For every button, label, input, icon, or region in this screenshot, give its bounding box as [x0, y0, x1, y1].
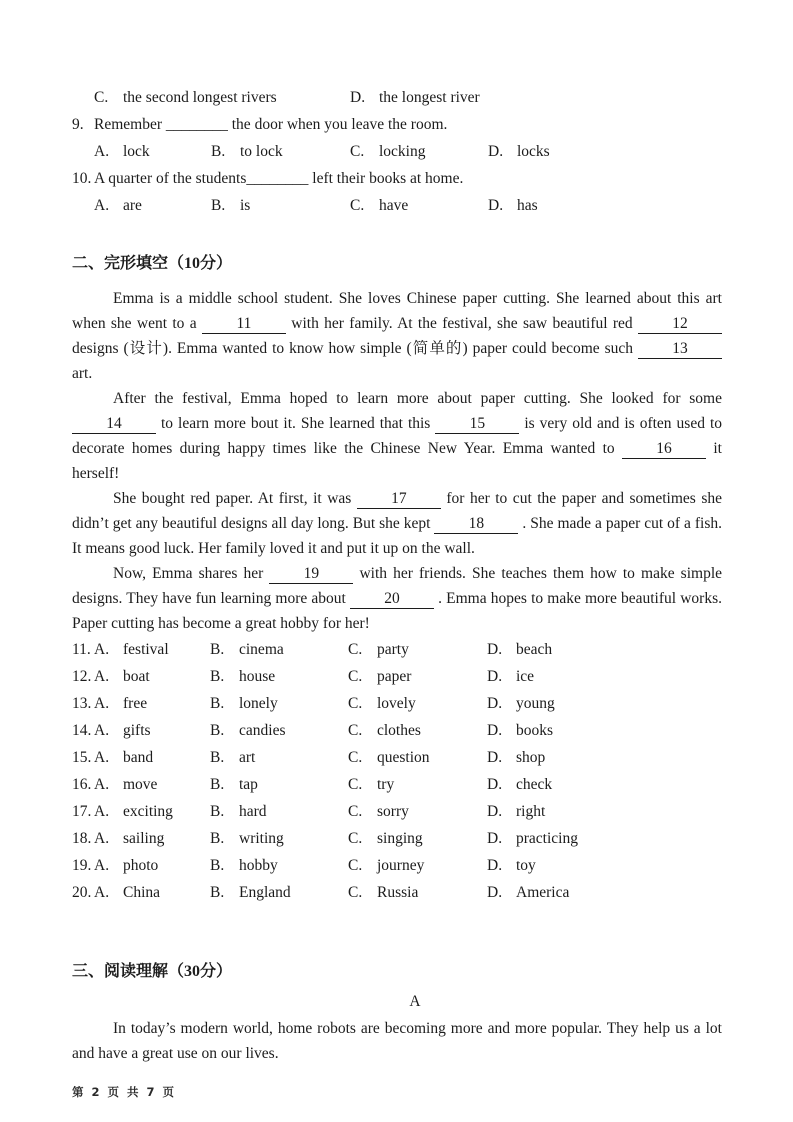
- option-letter: B.: [210, 695, 225, 712]
- option-a: [72, 663, 210, 690]
- option-text: toy: [516, 857, 536, 874]
- option-letter: B.: [210, 641, 225, 658]
- reading-section-heading: 三、阅读理解（30分）: [72, 963, 233, 980]
- option-c: [350, 138, 488, 165]
- option-b: [210, 636, 348, 663]
- option-text: lock: [123, 143, 150, 160]
- option-letter: D.: [488, 197, 504, 214]
- option-letter: B.: [210, 749, 225, 766]
- question-stem-row: [72, 165, 722, 192]
- option-text: party: [377, 641, 409, 658]
- option-b: [211, 138, 350, 165]
- option-letter: B.: [210, 857, 225, 874]
- option-letter: D.: [487, 668, 503, 685]
- option-text: beach: [516, 641, 553, 658]
- cloze-option-row: [72, 798, 722, 825]
- option-letter: C.: [350, 197, 365, 214]
- cloze-blank-15: 15: [435, 415, 519, 434]
- option-text: the longest river: [379, 89, 480, 106]
- option-text: cinema: [239, 641, 284, 658]
- option-a: [72, 825, 210, 852]
- cloze-paragraph: She bought red paper. At first, it was 17 for her to cut the paper and sometimes she didn’t get any beautiful designs all day long. But she kept 18 . She made a paper cut of a fish. It means good luck. Her family loved it and put it up on the wall.: [72, 490, 723, 557]
- option-letter: D.: [487, 803, 503, 820]
- cloze-option-row: [72, 636, 722, 663]
- option-letter: D.: [487, 857, 503, 874]
- option-text: have: [379, 197, 409, 214]
- passage-label: A: [409, 993, 421, 1010]
- option-text: lovely: [377, 695, 416, 712]
- question-number: 18.: [72, 830, 92, 847]
- option-text: England: [239, 884, 291, 901]
- option-text: house: [239, 668, 276, 685]
- option-d: [487, 798, 722, 825]
- option-c: [348, 771, 487, 798]
- question-block: [72, 111, 722, 165]
- option-letter: D.: [487, 695, 503, 712]
- option-a: [72, 744, 210, 771]
- option-a: [94, 192, 211, 219]
- option-letter: A.: [94, 668, 110, 685]
- option-letter: C.: [348, 695, 363, 712]
- question-options-row: [72, 192, 722, 219]
- option-letter: C.: [94, 89, 109, 106]
- option-b: [210, 852, 348, 879]
- option-text: question: [377, 749, 430, 766]
- option-letter: B.: [210, 722, 225, 739]
- option-text: clothes: [377, 722, 421, 739]
- question-number: 14.: [72, 722, 92, 739]
- option-letter: D.: [487, 749, 503, 766]
- question-number: 17.: [72, 803, 92, 820]
- option-d: [487, 771, 722, 798]
- cloze-blank-16: 16: [622, 440, 706, 459]
- option-d: [487, 879, 722, 906]
- option-letter: C.: [348, 803, 363, 820]
- option-text: art: [239, 749, 256, 766]
- option-b: [210, 690, 348, 717]
- option-text: sorry: [377, 803, 409, 820]
- cloze-blank-12: 12: [638, 315, 722, 334]
- option-text: has: [517, 197, 538, 214]
- page-footer: 第 2 页 共 7 页: [72, 1085, 177, 1099]
- cloze-blank-17: 17: [357, 490, 441, 509]
- option-letter: C.: [348, 722, 363, 739]
- option-c: [348, 636, 487, 663]
- option-text: the second longest rivers: [123, 89, 277, 106]
- option-letter: B.: [210, 776, 225, 793]
- reading-paragraph: In today’s modern world, home robots are becoming more and more popular. They help us a lot and have a great use on our lives.: [72, 1020, 722, 1062]
- cloze-blank-13: 13: [638, 340, 722, 359]
- option-text: is: [240, 197, 251, 214]
- grammar-questions-block: [72, 111, 722, 219]
- option-letter: D.: [488, 143, 504, 160]
- cloze-section-heading: 二、完形填空（10分）: [72, 255, 233, 272]
- option-text: exciting: [123, 803, 173, 820]
- option-text: are: [123, 197, 142, 214]
- option-text: free: [123, 695, 148, 712]
- option-text: China: [123, 884, 161, 901]
- cloze-option-row: [72, 717, 722, 744]
- option-b: [210, 663, 348, 690]
- cloze-passage: [72, 286, 722, 636]
- question-number: 20.: [72, 884, 92, 901]
- option-letter: C.: [348, 776, 363, 793]
- question-number: 19.: [72, 857, 92, 874]
- option-c: [94, 84, 277, 111]
- option-text: right: [516, 803, 546, 820]
- empty-cell: [488, 84, 722, 111]
- option-letter: A.: [94, 830, 110, 847]
- cloze-blank-11: 11: [202, 315, 286, 334]
- reading-passage: [72, 1016, 722, 1066]
- option-b: [210, 771, 348, 798]
- option-letter: B.: [211, 197, 226, 214]
- option-c: [348, 690, 487, 717]
- cloze-paragraph: Now, Emma shares her 19 with her friends. She teaches them how to make simple designs. They have fun learning more about 20 . Emma hopes to make more beautiful works. Paper cutting has become a great hobby for her!: [72, 565, 723, 632]
- cloze-option-row: [72, 771, 722, 798]
- option-d: [487, 852, 722, 879]
- option-letter: C.: [348, 641, 363, 658]
- question-stem-text: Remember ________ the door when you leave the room.: [94, 116, 448, 133]
- option-a: [72, 636, 210, 663]
- cloze-option-row: [72, 852, 722, 879]
- option-d: [487, 636, 722, 663]
- option-letter: A.: [94, 197, 110, 214]
- option-b: [210, 717, 348, 744]
- option-a: [72, 798, 210, 825]
- option-d: [350, 84, 488, 111]
- option-c: [348, 852, 487, 879]
- option-letter: A.: [94, 143, 110, 160]
- option-letter: D.: [487, 722, 503, 739]
- option-a: [72, 771, 210, 798]
- cloze-option-row: [72, 825, 722, 852]
- cloze-paragraph: Emma is a middle school student. She loves Chinese paper cutting. She learned about this art when she went to a 11 with her family. At the festival, she saw beautiful red 12 designs (设计). Emma wanted to know how simple (简单的) paper could become such 13 art.: [72, 290, 722, 382]
- option-a: [94, 138, 211, 165]
- carryover-options-row: [72, 84, 722, 111]
- option-text: band: [123, 749, 154, 766]
- option-letter: C.: [348, 830, 363, 847]
- option-letter: D.: [487, 830, 503, 847]
- option-text: Russia: [377, 884, 419, 901]
- option-text: candies: [239, 722, 286, 739]
- cloze-option-row: [72, 663, 722, 690]
- option-text: to lock: [240, 143, 283, 160]
- option-c: [348, 825, 487, 852]
- option-b: [210, 825, 348, 852]
- option-c: [348, 798, 487, 825]
- option-b: [210, 798, 348, 825]
- option-text: paper: [377, 668, 412, 685]
- question-block: [72, 165, 722, 219]
- option-text: writing: [239, 830, 284, 847]
- option-d: [488, 192, 722, 219]
- question-stem-text: A quarter of the students________ left their books at home.: [94, 170, 464, 187]
- option-letter: A.: [94, 695, 110, 712]
- cloze-options-block: [72, 636, 722, 906]
- option-d: [487, 825, 722, 852]
- option-a: [72, 717, 210, 744]
- option-letter: C.: [348, 857, 363, 874]
- option-letter: D.: [487, 776, 503, 793]
- option-letter: D.: [487, 641, 503, 658]
- cloze-blank-14: 14: [72, 415, 156, 434]
- option-text: young: [516, 695, 555, 712]
- option-letter: B.: [210, 668, 225, 685]
- option-letter: A.: [94, 884, 110, 901]
- question-stem-row: [72, 111, 722, 138]
- cloze-blank-18: 18: [434, 515, 518, 534]
- option-text: move: [123, 776, 158, 793]
- cloze-paragraph: After the festival, Emma hoped to learn more about paper cutting. She looked for some 14 to learn more bout it. She learned that this 15 is very old and is often used to decorate homes during happy times like the Chinese New Year. Emma wanted to 16 it herself!: [72, 390, 722, 482]
- option-letter: A.: [94, 722, 110, 739]
- option-text: sailing: [123, 830, 165, 847]
- option-letter: A.: [94, 641, 110, 658]
- option-text: books: [516, 722, 554, 739]
- option-text: lonely: [239, 695, 278, 712]
- option-letter: B.: [211, 143, 226, 160]
- option-letter: C.: [350, 143, 365, 160]
- question-number: 11.: [72, 641, 91, 658]
- option-letter: C.: [348, 884, 363, 901]
- option-c: [348, 744, 487, 771]
- option-text: ice: [516, 668, 535, 685]
- option-text: locks: [517, 143, 550, 160]
- option-letter: A.: [94, 749, 110, 766]
- option-d: [487, 663, 722, 690]
- option-letter: A.: [94, 803, 110, 820]
- option-text: festival: [123, 641, 169, 658]
- option-c: [348, 663, 487, 690]
- option-text: boat: [123, 668, 150, 685]
- option-d: [487, 744, 722, 771]
- cloze-option-row: [72, 879, 722, 906]
- option-a: [72, 879, 210, 906]
- option-c: [348, 879, 487, 906]
- option-c: [350, 192, 488, 219]
- option-a: [72, 690, 210, 717]
- option-letter: D.: [350, 89, 366, 106]
- question-number: 9.: [72, 116, 84, 133]
- option-letter: C.: [348, 749, 363, 766]
- option-letter: A.: [94, 776, 110, 793]
- question-number: 15.: [72, 749, 92, 766]
- option-a: [72, 852, 210, 879]
- option-text: try: [377, 776, 395, 793]
- option-b: [211, 192, 350, 219]
- option-text: singing: [377, 830, 423, 847]
- option-text: locking: [379, 143, 426, 160]
- grammar-section: [72, 84, 722, 219]
- question-number: 10.: [72, 170, 92, 187]
- option-b: [210, 744, 348, 771]
- option-text: tap: [239, 776, 258, 793]
- option-text: journey: [377, 857, 425, 874]
- option-c: [348, 717, 487, 744]
- cloze-blank-19: 19: [269, 565, 353, 584]
- cloze-option-row: [72, 690, 722, 717]
- cloze-blank-20: 20: [350, 590, 434, 609]
- question-number: 13.: [72, 695, 92, 712]
- question-number: 16.: [72, 776, 92, 793]
- option-letter: C.: [348, 668, 363, 685]
- option-letter: B.: [210, 830, 225, 847]
- question-number: 12.: [72, 668, 92, 685]
- option-text: hard: [239, 803, 267, 820]
- cloze-option-row: [72, 744, 722, 771]
- option-text: check: [516, 776, 553, 793]
- option-text: hobby: [239, 857, 278, 874]
- option-letter: A.: [94, 857, 110, 874]
- option-text: photo: [123, 857, 159, 874]
- option-d: [487, 690, 722, 717]
- option-text: practicing: [516, 830, 578, 847]
- empty-cell: [211, 84, 350, 111]
- option-letter: D.: [487, 884, 503, 901]
- option-text: America: [516, 884, 570, 901]
- option-text: gifts: [123, 722, 151, 739]
- option-letter: B.: [210, 803, 225, 820]
- option-d: [487, 717, 722, 744]
- option-d: [488, 138, 722, 165]
- option-letter: B.: [210, 884, 225, 901]
- option-b: [210, 879, 348, 906]
- option-text: shop: [516, 749, 546, 766]
- question-options-row: [72, 138, 722, 165]
